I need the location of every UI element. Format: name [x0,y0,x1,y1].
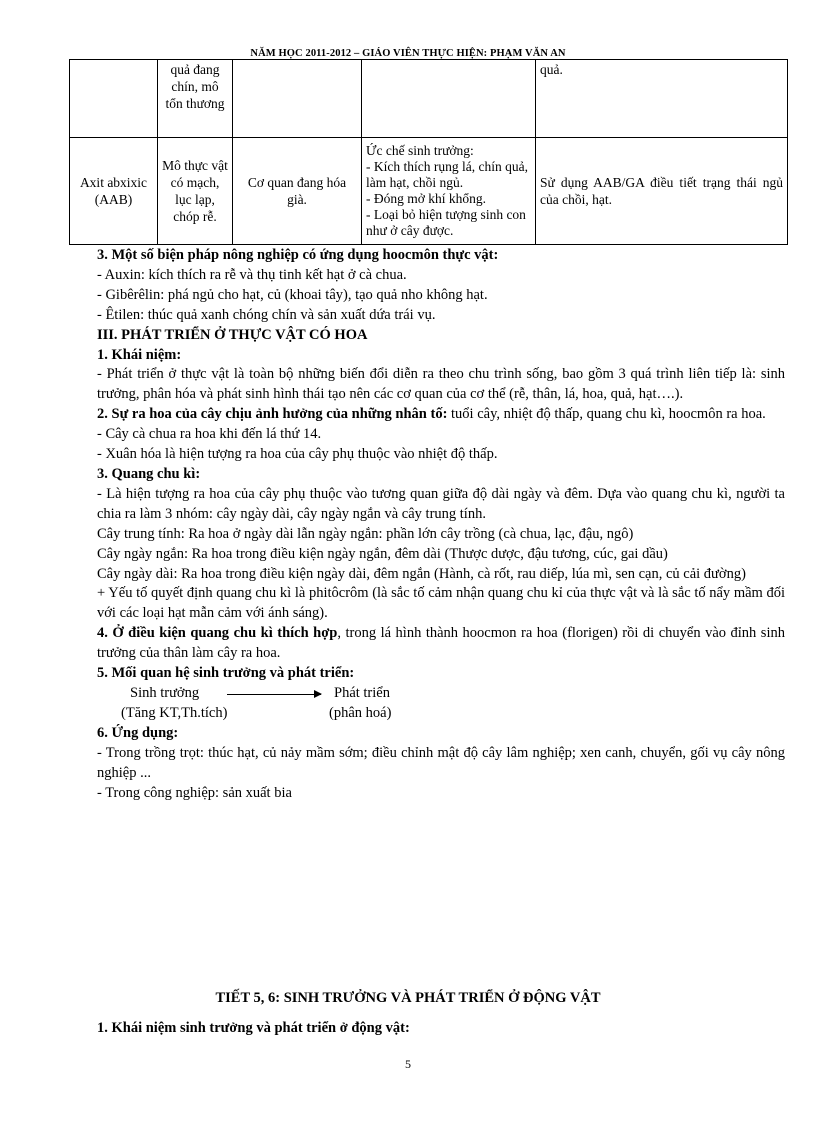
inline-text: , trong lá hình thành hoocmon ra hoa (florigen) rồi di chuyển vào đỉnh sinh trưởng của thân làm cây ra hoa. [97,625,785,662]
section-heading: 4. Ở điều kiện quang chu kì thích hợp [97,625,338,642]
hormone-table [69,59,788,245]
list-item: - Xuân hóa là hiện tượng ra hoa của cây phụ thuộc vào nhiệt độ thấp. [97,446,498,463]
arrow-right-icon [227,694,321,695]
table-cell: quả. [536,60,788,138]
lesson-title: TIẾT 5, 6: SINH TRƯỞNG VÀ PHÁT TRIỂN Ở ĐỘNG VẬT [215,990,601,1006]
cell-line: - Loại bỏ hiện tượng sinh con như ở cây được. [366,207,526,238]
table-row [70,60,788,138]
section-heading: 5. Mối quan hệ sinh trưởng và phát triển: [97,665,355,682]
list-item: - Cây cà chua ra hoa khi đến lá thứ 14. [97,426,322,443]
diagram-sublabel-right: (phân hoá) [329,704,392,721]
table-cell: Axit abxixic (AAB) [70,138,158,245]
section-heading: 6. Ứng dụng: [97,724,179,741]
inline-text: tuổi cây, nhiệt độ thấp, quang chu kì, hoocmôn ra hoa. [447,406,766,423]
table-row [70,138,788,245]
cell-line: - Kích thích rụng lá, chín quả, làm hạt, chồi ngủ. [366,159,528,190]
section-heading: 2. Sự ra hoa của cây chịu ảnh hưởng của những nhân tố: [97,406,448,423]
list-item: - Gibêrêlin: phá ngủ cho hạt, củ (khoai tây), tạo quả nho không hạt. [97,286,488,303]
section-heading: 1. Khái niệm: [97,346,182,363]
list-item: Cây ngày ngắn: Ra hoa trong điều kiện ngày ngắn, đêm dài (Thược dược, đậu tương, cúc, gai dầu) [97,545,668,562]
part-heading: III. PHÁT TRIỂN Ở THỰC VẬT CÓ HOA [97,326,368,343]
relation-diagram [97,684,785,724]
list-item: - Là hiện tượng ra hoa của cây phụ thuộc vào tương quan giữa độ dài ngày và đêm. Dựa vào quang chu kì, người ta chia ra làm 3 nhóm: cây ngày dài, cây ngày ngắn và cây trung tính. [97,485,785,522]
list-item: - Trong công nghiệp: sản xuất bia [97,784,292,801]
table-cell: Cơ quan đang hóa già. [233,138,362,245]
list-item: Cây ngày dài: Ra hoa trong điều kiện ngày dài, đêm ngắn (Hành, cà rốt, rau diếp, lúa mì, sen cạn, củ cải đường) [97,565,746,582]
list-item: - Êtilen: thúc quả xanh chóng chín và sản xuất dứa trái vụ. [97,306,436,323]
cell-line: - Đóng mở khí khổng. [366,191,487,206]
table-cell [362,138,536,245]
table-cell: Mô thực vật có mạch, lục lạp, chóp rễ. [158,138,233,245]
table-cell [70,60,158,138]
diagram-sublabel-left: (Tăng KT,Th.tích) [121,704,228,721]
diagram-label-right: Phát triển [334,684,390,701]
table-cell [233,60,362,138]
page-header: NĂM HỌC 2011-2012 – GIÁO VIÊN THỰC HIỆN: PHẠM VĂN AN [250,48,566,59]
list-item: + Yếu tố quyết định quang chu kì là phitôcrôm (là sắc tố cảm nhận quang chu kỉ của thực vật và là sắc tố nẩy mầm đối với các loại hạt mẫn cảm với ánh sáng). [97,585,785,622]
table-cell: quả đang chín, mô tổn thương [158,60,233,138]
list-item: - Auxin: kích thích ra rễ và thụ tinh kết hạt ở cà chua. [97,266,407,283]
page-number: 5 [405,1057,411,1071]
section-heading: 3. Quang chu kì: [97,465,201,482]
paragraph: - Phát triển ở thực vật là toàn bộ những biến đổi diễn ra theo chu trình sống, bao gồm 3 quá trình liên tiếp là: sinh trưởng, phân hóa và phát sinh hình thái tạo nên các cơ quan của cơ thể (rễ, thân, lá, hoa, quả, hạt….). [97,366,785,403]
cell-line: Ức chế sinh trưởng: [366,143,474,158]
main-content [97,246,785,804]
list-item: - Trong trồng trọt: thúc hạt, củ nảy mầm sớm; điều chỉnh mật độ cây lâm nghiệp; xen canh, chuyển, gối vụ cây nông nghiệp ... [97,744,785,781]
table-cell [362,60,536,138]
paragraph [97,624,785,664]
diagram-label-left: Sinh trưởng [130,684,200,701]
section-heading: 1. Khái niệm sinh trưởng và phát triển ở động vật: [97,1020,410,1036]
list-item: Cây trung tính: Ra hoa ở ngày dài lẫn ngày ngắn: phần lớn cây trồng (cà chua, lạc, đậu, ngô) [97,525,634,542]
paragraph [97,405,785,425]
section-heading: 3. Một số biện pháp nông nghiệp có ứng dụng hoocmôn thực vật: [97,247,499,263]
table-cell: Sử dụng AAB/GA điều tiết trạng thái ngủ của chồi, hạt. [536,138,788,245]
